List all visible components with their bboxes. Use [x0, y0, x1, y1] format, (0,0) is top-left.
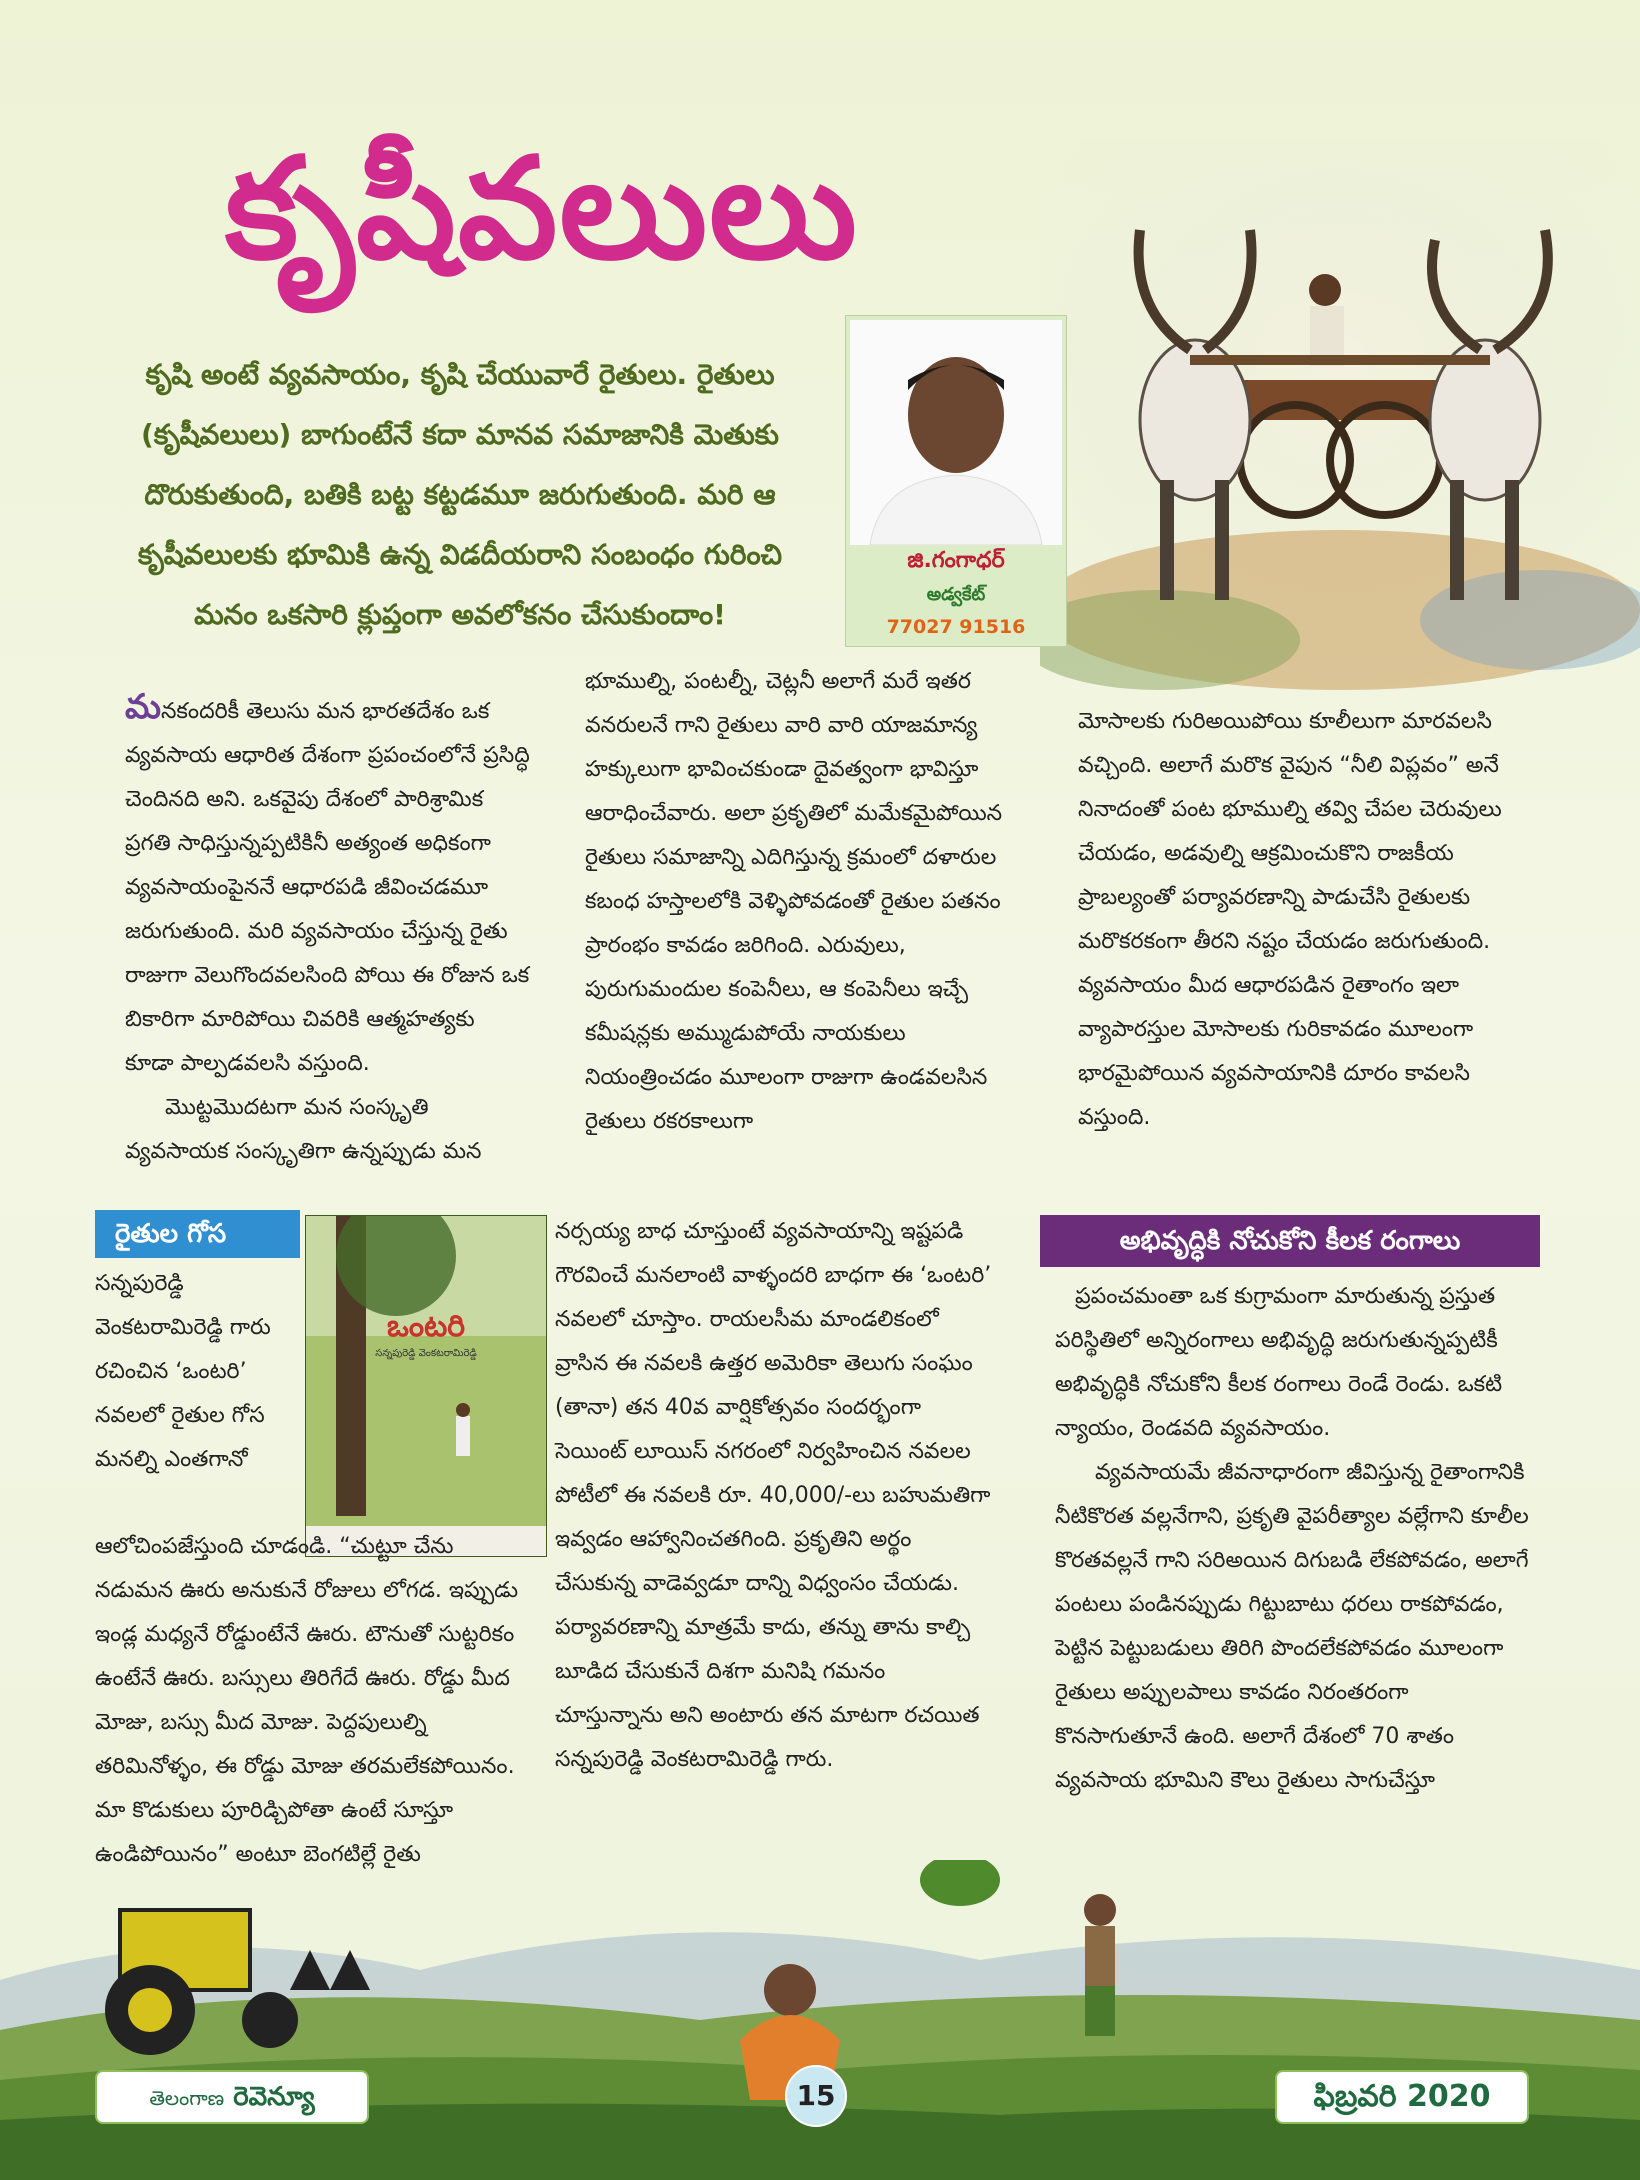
column-5 [555, 1210, 995, 1782]
article-title: కృషీవలులు [225, 128, 859, 291]
intro-line: కృషి అంటే వ్యవసాయం, కృషి చేయువారే రైతులు. రైతులు [145, 358, 775, 391]
column-3 [1078, 700, 1518, 1140]
bullock-cart-illustration [1040, 140, 1640, 700]
magazine-name [95, 2070, 369, 2124]
column-4-bottom [95, 1525, 535, 1877]
author-role: అడ్వకేట్ [926, 584, 986, 605]
author-name: జి.గంగాధర్ [907, 548, 1005, 573]
magazine-name-big: రెవెన్యూ [233, 2082, 315, 2112]
column-1 [125, 685, 530, 1174]
section-heading-key-sectors: అభివృద్ధికి నోచుకోని కీలక రంగాలు [1040, 1215, 1540, 1267]
paragraph: భూముల్ని, పంటల్నీ, చెట్లనీ అలాగే మరే ఇతర వనరులనే గాని రైతులు వారి వారి యాజమాన్య హక్కులుగా భావించకుండా దైవత్వంగా భావిస్తూ ఆరాధించేవారు. అలా ప్రకృతిలో మమేకమైపోయిన రైతులు సమాజాన్ని ఎదిగిస్తున్న క్రమంలో దళారుల కబంధ హస్తాలలోకి వెళ్ళిపోవడంతో రైతుల పతనం ప్రారంభం కావడం జరిగింది. ఎరువులు, పురుగుమందుల కంపెనీలు, ఆ కంపెనీలు ఇచ్చే కమీషన్లకు అమ్ముడుపోయే నాయకులు నియంత్రించడం మూలంగా రాజుగా ఉండవలసిన రైతులు రకరకాలుగా [585, 669, 1003, 1134]
column-6 [1055, 1275, 1535, 1803]
paragraph: మోసాలకు గురిఅయిపోయి కూలీలుగా మారవలసి వచ్చింది. అలాగే మరొక వైపున “నీలి విప్లవం” అనే నినాదంతో పంట భూముల్ని తవ్వి చేపల చెరువులు చేయడం, అడవుల్ని ఆక్రమించుకొని రాజకీయ ప్రాబల్యంతో పర్యావరణాన్ని పాడుచేసి రైతులకు మరొకరకంగా తీరని నష్టం చేయడం జరుగుతుంది. వ్యవసాయం మీద ఆధారపడిన రైతాంగం ఇలా వ్యాపారస్తుల మోసాలకు గురికావడం మూలంగా భారమైపోయిన వ్యవసాయానికి దూరం కావలసి వస్తుంది. [1078, 709, 1502, 1130]
column-4-top [95, 1262, 315, 1482]
page-number: 15 [785, 2065, 847, 2127]
book-cover-ontari [305, 1215, 547, 1557]
paragraph-text: నకందరికీ తెలుసు మన భారతదేశం ఒక వ్యవసాయ ఆధారిత దేశంగా ప్రపంచంలోనే ప్రసిద్ధి చెందినది అని. ఒకవైపు దేశంలో పారిశ్రామిక ప్రగతి సాధిస్తున్నప్పటికినీ అత్యంత అధికంగా వ్యవసాయంపైననే ఆధారపడి జీవించడమూ జరుగుతుంది. మరి వ్యవసాయం చేస్తున్న రైతు రాజుగా వెలుగొందవలసింది పోయి ఈ రోజున ఒక బికారిగా మారిపోయి చివరికి ఆత్మహత్యకు కూడా పాల్పడవలసి వస్తుంది. [125, 699, 530, 1076]
author-box [845, 315, 1067, 647]
issue-date: ఫిబ్రవరి 2020 [1275, 2070, 1529, 2124]
section-heading-farmers-plight: రైతుల గోస [95, 1210, 300, 1258]
farm-footer-illustration [0, 1860, 1640, 2180]
drop-cap: మ [125, 687, 161, 727]
column-2 [585, 660, 1015, 1144]
article-intro [100, 345, 820, 645]
author-phone: 77027 91516 [886, 616, 1026, 638]
paragraph: ప్రపంచమంతా ఒక కుగ్రామంగా మారుతున్న ప్రస్తుత పరిస్థితిలో అన్నిరంగాలు అభివృద్ధి జరుగుతున్నప్పటికీ అభివృద్ధికి నోచుకోని కీలక రంగాలు రెండే రెండు. ఒకటి న్యాయం, రెండవది వ్యవసాయం. [1055, 1284, 1503, 1441]
magazine-name-small: తెలంగాణ [149, 2086, 225, 2110]
author-photo [850, 320, 1062, 545]
intro-line: కృషీవలులకు భూమికి ఉన్న విడదీయరాని సంబంధం గురించి [137, 538, 783, 571]
intro-line: దొరుకుతుంది, బతికి బట్ట కట్టడమూ జరుగుతుంది. మరి ఆ [144, 478, 776, 511]
paragraph: సన్నపురెడ్డి వెంకటరామిరెడ్డి గారు రచించిన ‘ఒంటరి’ నవలలో రైతుల గోస మనల్ని ఎంతగానో [95, 1271, 271, 1472]
book-subtitle: సన్నపురెడ్డి వెంకటరామిరెడ్డి [375, 1348, 477, 1359]
paragraph: వ్యవసాయమే జీవనాధారంగా జీవిస్తున్న రైతాంగానికి నీటికొరత వల్లనేగాని, ప్రకృతి వైపరీత్యాల వల్లేగాని కూలీల కొరతవల్లనే గాని సరిఅయిన దిగుబడి లేకపోవడం, అలాగే పంటలు పండినప్పుడు గిట్టుబాటు ధరలు రాకపోవడం, పెట్టిన పెట్టుబడులు తిరిగి పొందలేకపోవడం మూలంగా రైతులు అప్పులపాలు కావడం నిరంతరంగా కొనసాగుతూనే ఉంది. అలాగే దేశంలో 70 శాతం వ్యవసాయ భూమిని కౌలు రైతులు సాగుచేస్తూ [1055, 1460, 1529, 1793]
intro-line: (కృషీవలులు) బాగుంటేనే కదా మానవ సమాజానికి మెతుకు [140, 418, 779, 451]
paragraph [125, 685, 530, 1086]
intro-line: మనం ఒకసారి క్లుప్తంగా అవలోకనం చేసుకుందాం! [194, 598, 726, 631]
paragraph: ఆలోచింపజేస్తుంది చూడండి. “చుట్టూ చేను నడుమన ఊరు అనుకునే రోజులు లోగడ. ఇప్పుడు ఇండ్ల మధ్యనే రోడ్డుంటేనే ఊరు. టౌనుతో సుట్టరికం ఉంటేనే ఊరు. బస్సులు తిరిగేదే ఊరు. రోడ్డు మీద మోజు, బస్సు మీద మోజు. పెద్దపులుల్ని తరిమినోళ్ళం, ఈ రోడ్డు మోజు తరమలేకపోయినం. మా కొడుకులు పూరిడ్చిపోతా ఉంటే సూస్తూ ఉండిపోయినం” అంటూ బెంగటిల్లే రైతు [95, 1534, 519, 1867]
book-title: ఒంటరి [386, 1309, 466, 1344]
paragraph: మొట్టమొదటగా మన సంస్కృతి వ్యవసాయక సంస్కృతిగా ఉన్నప్పుడు మన [125, 1095, 482, 1164]
paragraph: నర్సయ్య బాధ చూస్తుంటే వ్యవసాయాన్ని ఇష్టపడి గౌరవించే మనలాంటి వాళ్ళందరి బాధగా ఈ ‘ఒంటరి’ నవలలో చూస్తాం. రాయలసీమ మాండలికంలో వ్రాసిన ఈ నవలకి ఉత్తర అమెరికా తెలుగు సంఘం (తానా) తన 40వ వార్షికోత్సవం సందర్భంగా సెయింట్ లూయిస్ నగరంలో నిర్వహించిన నవలల పోటీలో ఈ నవలకి రూ. 40,000/-లు బహుమతిగా ఇవ్వడం ఆహ్వానించతగింది. ప్రకృతిని అర్థం చేసుకున్న వాడెవ్వడూ దాన్ని విధ్వంసం చేయడు. పర్యావరణాన్ని మాత్రమే కాదు, తన్ను తాను కాల్చి బూడిద చేసుకునే దిశగా మనిషి గమనం చూస్తున్నాను అని అంటారు తన మాటగా రచయిత సన్నపురెడ్డి వెంకటరామిరెడ్డి గారు. [555, 1219, 992, 1772]
